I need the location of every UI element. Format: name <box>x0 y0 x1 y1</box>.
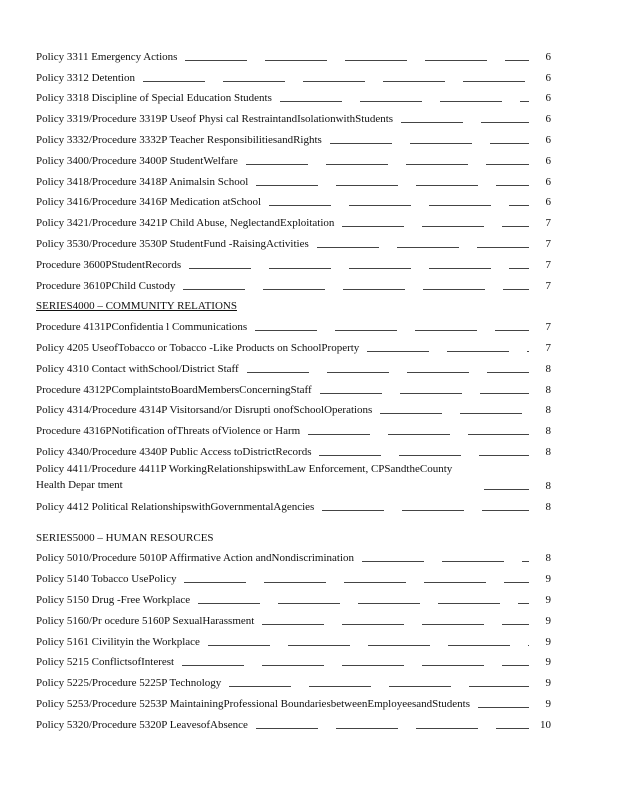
dot-leader <box>262 624 529 625</box>
toc-entry-title: Policy 3312 Detention <box>36 71 135 84</box>
toc-entry-page: 8 <box>545 552 551 565</box>
toc-entry[interactable] <box>36 548 551 569</box>
dot-leader <box>143 81 529 82</box>
toc-entry-title: Policy 5160/Pr ocedure 5160P SexualHarassment <box>36 614 255 627</box>
dot-leader <box>246 164 529 165</box>
table-of-contents <box>36 46 551 735</box>
toc-entry[interactable] <box>36 192 551 213</box>
toc-entry[interactable] <box>36 379 551 400</box>
toc-entry-page: 8 <box>545 445 551 458</box>
toc-entry[interactable] <box>36 400 551 421</box>
dot-leader <box>256 185 529 186</box>
dot-leader <box>247 372 529 373</box>
toc-entry[interactable] <box>36 462 551 496</box>
dot-leader <box>322 510 529 511</box>
toc-entry-title: Policy 5010/Procedure 5010P Affirmative Action andNondiscrimination <box>36 552 355 565</box>
toc-entry-page: 6 <box>545 133 551 146</box>
series5000-entries <box>36 548 551 735</box>
toc-entry[interactable] <box>36 568 551 589</box>
toc-entry-title: Policy 5253/Procedure 5253P MaintainingProfessional BoundariesbetweenEmployeesandStudents <box>36 697 471 710</box>
toc-entry[interactable] <box>36 693 551 714</box>
toc-entry-page: 6 <box>545 113 551 126</box>
toc-entry-page: 6 <box>545 71 551 84</box>
toc-entry-title: Policy 5320/Procedure 5320P LeavesofAbsence <box>36 718 248 731</box>
toc-entry-title: Procedure 4312PComplaintstoBoardMembersConcerningStaff <box>36 383 312 396</box>
section-spacer <box>36 517 551 527</box>
toc-entry-page: 7 <box>545 279 551 292</box>
toc-entry-title: Policy 5150 Drug -Free Workplace <box>36 593 191 606</box>
dot-leader <box>269 205 529 206</box>
toc-entry-title: Policy 4205 UseofTobacco or Tobacco -Like Products on SchoolProperty <box>36 341 360 354</box>
toc-entry-page: 10 <box>540 718 551 731</box>
dot-leader <box>319 455 529 456</box>
toc-entry-page: 9 <box>545 593 551 606</box>
toc-entry[interactable] <box>36 46 551 67</box>
dot-leader <box>330 143 529 144</box>
toc-entry-page: 9 <box>545 573 551 586</box>
dot-leader <box>189 268 529 269</box>
toc-entry-title: Policy 4314/Procedure 4314P Visitorsand/or Disrupti onofSchoolOperations <box>36 404 373 417</box>
toc-entry[interactable] <box>36 233 551 254</box>
toc-entry-title: Policy 5225/Procedure 5225P Technology <box>36 677 222 690</box>
toc-entry-title: Policy 4340/Procedure 4340P Public Access toDistrictRecords <box>36 445 312 458</box>
series4000-entries <box>36 316 551 462</box>
toc-entry-title: Procedure 3600PStudentRecords <box>36 258 182 271</box>
toc-entry-page: 7 <box>545 237 551 250</box>
toc-entry-page: 9 <box>545 677 551 690</box>
series-heading-label: SERIES4000 – COMMUNITY RELATIONS <box>36 300 237 313</box>
toc-entry[interactable] <box>36 631 551 652</box>
toc-entry[interactable] <box>36 672 551 693</box>
toc-entry-title: Policy 4411/Procedure 4411P WorkingRelationshipswithLaw Enforcement, CPSandtheCounty Health Depar tment <box>36 462 453 491</box>
toc-entry[interactable] <box>36 589 551 610</box>
toc-entry-page: 6 <box>545 50 551 63</box>
dot-leader <box>182 665 529 666</box>
dot-leader <box>478 707 529 708</box>
toc-entry[interactable] <box>36 610 551 631</box>
toc-entry[interactable] <box>36 358 551 379</box>
toc-entry[interactable] <box>36 254 551 275</box>
toc-entry-page: 9 <box>545 614 551 627</box>
toc-entry-title: Policy 3319/Procedure 3319P Useof Physi cal RestraintandIsolationwithStudents <box>36 113 394 126</box>
toc-entry[interactable] <box>36 496 551 517</box>
toc-entry-title: Policy 5140 Tobacco UsePolicy <box>36 573 177 586</box>
toc-entry-page: 9 <box>545 697 551 710</box>
toc-entry[interactable] <box>36 316 551 337</box>
dot-leader <box>362 561 529 562</box>
toc-entry[interactable] <box>36 337 551 358</box>
toc-entry-title: Policy 3530/Procedure 3530P StudentFund -RaisingActivities <box>36 237 309 250</box>
toc-entry-page: 7 <box>545 341 551 354</box>
toc-entry-page: 9 <box>545 635 551 648</box>
dot-leader <box>183 289 529 290</box>
toc-entry-title: Policy 5161 Civilityin the Workplace <box>36 635 200 648</box>
toc-entry-title: Policy 4310 Contact withSchool/District Staff <box>36 362 239 375</box>
dot-leader <box>208 645 529 646</box>
dot-leader <box>380 413 529 414</box>
toc-entry-title: Procedure 4131PConfidentia l Communications <box>36 321 248 334</box>
toc-entry-title: Policy 4412 Political RelationshipswithGovernmentalAgencies <box>36 500 315 513</box>
toc-entry-title: Policy 3400/Procedure 3400P StudentWelfare <box>36 154 238 167</box>
dot-leader <box>255 330 529 331</box>
toc-entry-page: 6 <box>545 92 551 105</box>
toc-entry-page: 7 <box>545 258 551 271</box>
toc-entry-title: Policy 3421/Procedure 3421P Child Abuse, NeglectandExploitation <box>36 217 335 230</box>
dot-leader <box>229 686 529 687</box>
toc-entry-page: 8 <box>545 362 551 375</box>
dot-leader <box>185 60 529 61</box>
toc-entry-title: Policy 3418/Procedure 3418P Animalsin School <box>36 175 249 188</box>
dot-leader <box>308 434 529 435</box>
toc-entry[interactable] <box>36 652 551 673</box>
toc-entry[interactable] <box>36 212 551 233</box>
toc-entry-title: Procedure 4316PNotification ofThreats ofViolence or Harm <box>36 425 301 438</box>
toc-entry-title: Policy 5215 ConflictsofInterest <box>36 656 175 669</box>
toc-entry-page: 8 <box>545 383 551 396</box>
toc-entry-page: 7 <box>545 217 551 230</box>
toc-entry-page: 6 <box>545 175 551 188</box>
dot-leader <box>256 728 529 729</box>
toc-entry-title: Policy 3416/Procedure 3416P Medication atSchool <box>36 196 262 209</box>
dot-leader <box>198 603 529 604</box>
series5000-heading <box>36 527 551 548</box>
toc-entry-title: Policy 3318 Discipline of Special Education Students <box>36 92 272 105</box>
dot-leader <box>484 489 529 490</box>
dot-leader <box>320 393 529 394</box>
dot-leader <box>280 101 529 102</box>
toc-entry[interactable] <box>36 108 551 129</box>
toc-entry[interactable] <box>36 171 551 192</box>
toc-entry-page: 9 <box>545 656 551 669</box>
dot-leader <box>401 122 529 123</box>
series3000-entries <box>36 46 551 296</box>
toc-entry-title: Policy 3332/Procedure 3332P Teacher ResponsibilitiesandRights <box>36 133 322 146</box>
series-heading-label: SERIES5000 – HUMAN RESOURCES <box>36 531 214 544</box>
dot-leader <box>184 582 529 583</box>
toc-entry-page: 6 <box>545 154 551 167</box>
toc-entry-page: 8 <box>545 479 551 492</box>
series4000-heading <box>36 296 551 317</box>
toc-entry-page: 8 <box>545 500 551 513</box>
toc-entry[interactable] <box>36 275 551 296</box>
toc-entry[interactable] <box>36 714 551 735</box>
toc-entry[interactable] <box>36 129 551 150</box>
toc-entry[interactable] <box>36 441 551 462</box>
toc-entry-page: 8 <box>545 404 551 417</box>
dot-leader <box>317 247 529 248</box>
dot-leader <box>342 226 529 227</box>
toc-entry[interactable] <box>36 420 551 441</box>
toc-entry-page: 8 <box>545 425 551 438</box>
toc-entry-page: 7 <box>545 321 551 334</box>
toc-entry[interactable] <box>36 88 551 109</box>
toc-entry-title: Policy 3311 Emergency Actions <box>36 50 178 63</box>
toc-entry-page: 6 <box>545 196 551 209</box>
toc-entry-title: Procedure 3610PChild Custody <box>36 279 176 292</box>
toc-entry[interactable] <box>36 150 551 171</box>
dot-leader <box>367 351 529 352</box>
toc-entry[interactable] <box>36 67 551 88</box>
